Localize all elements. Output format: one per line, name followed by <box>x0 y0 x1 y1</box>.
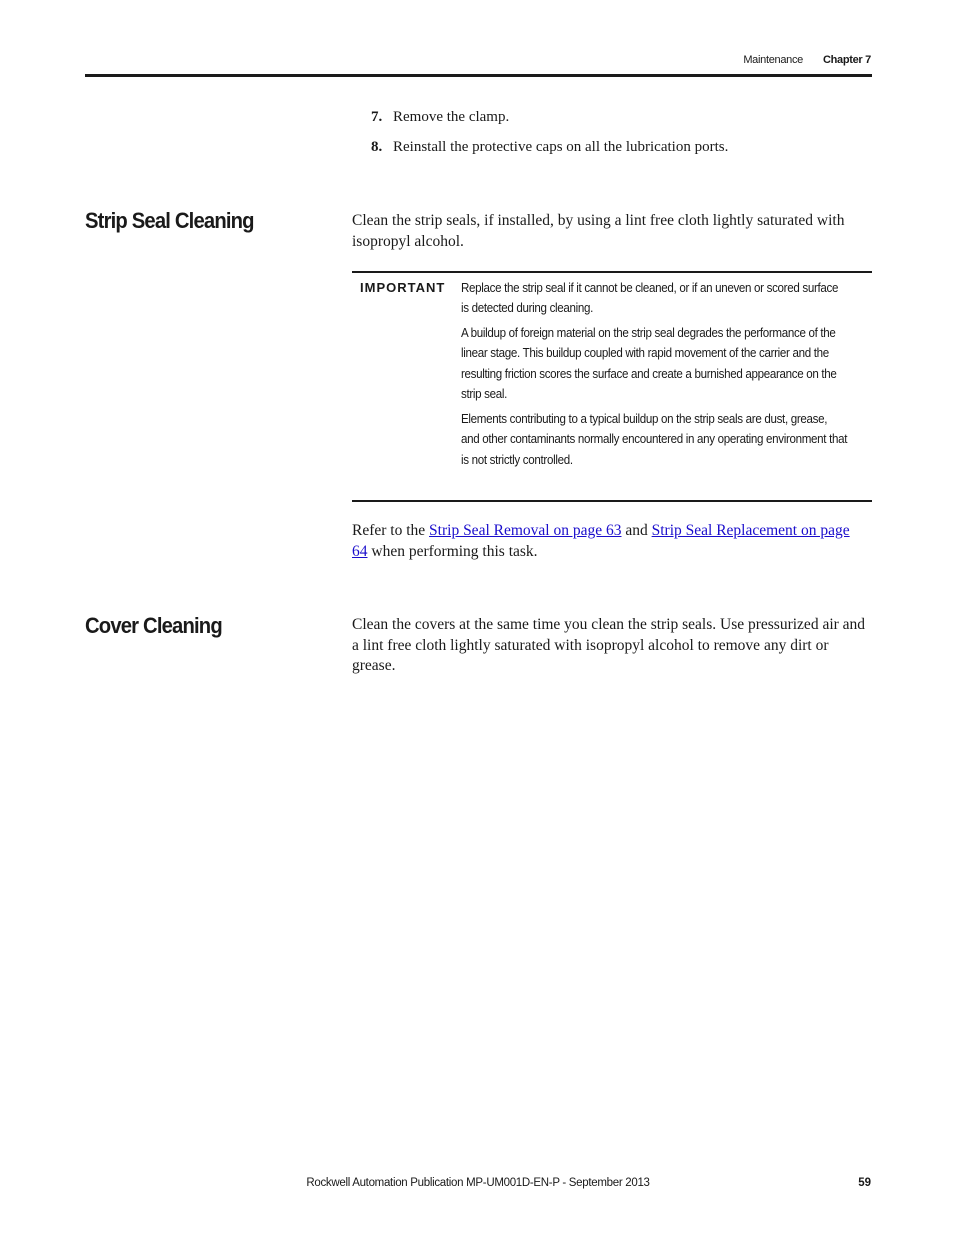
refer-paragraph <box>352 521 852 562</box>
strip-seal-intro: Clean the strip seals, if installed, by using a lint free cloth lightly saturated with isopropyl alcohol. <box>352 212 845 250</box>
important-paragraph: Replace the strip seal if it cannot be cleaned, or if an uneven or scored surface is detected during cleaning. <box>461 281 839 316</box>
section-heading-strip-seal: Strip Seal Cleaning <box>85 208 254 233</box>
refer-middle: and <box>621 522 652 539</box>
important-paragraph: A buildup of foreign material on the strip seal degrades the performance of the linear stage. This buildup coupled with rapid movement of the carrier and the resulting friction scores the surface and create a burnished appearance on the strip seal. <box>461 326 837 402</box>
important-paragraph: Elements contributing to a typical buildup on the strip seals are dust, grease, and other contaminants normally encountered in any operating environment that is not strictly controlled. <box>461 412 848 467</box>
link-strip-seal-removal[interactable]: Strip Seal Removal on page 63 <box>429 522 622 539</box>
important-top-rule <box>352 271 872 273</box>
important-label: IMPORTANT <box>360 280 446 295</box>
step-item <box>371 108 509 127</box>
step-text: Reinstall the protective caps on all the lubrication ports. <box>393 139 729 155</box>
cover-paragraph: Clean the covers at the same time you clean the strip seals. Use pressurized air and a lint free cloth lightly saturated with isopropyl alcohol to remove any dirt or grease. <box>352 616 866 674</box>
important-bottom-rule <box>352 500 872 502</box>
refer-suffix: when performing this task. <box>367 542 538 560</box>
section-heading-cover: Cover Cleaning <box>85 613 222 638</box>
running-header-chapter: Chapter 7 <box>822 54 871 66</box>
link-strip-seal-replacement[interactable]: Strip Seal Replacement on page 64 <box>352 522 850 560</box>
footer-publication: Rockwell Automation Publication MP-UM001D-EN-P - September 2013 <box>306 1177 650 1189</box>
running-header-section: Maintenance <box>743 54 803 66</box>
step-text: Remove the clamp. <box>393 109 510 125</box>
step-item <box>371 138 728 157</box>
header-rule <box>85 74 872 77</box>
step-number: 7. <box>371 109 383 125</box>
step-number: 8. <box>371 139 383 155</box>
page-number: 59 <box>858 1177 871 1189</box>
refer-prefix: Refer to the <box>352 522 430 539</box>
